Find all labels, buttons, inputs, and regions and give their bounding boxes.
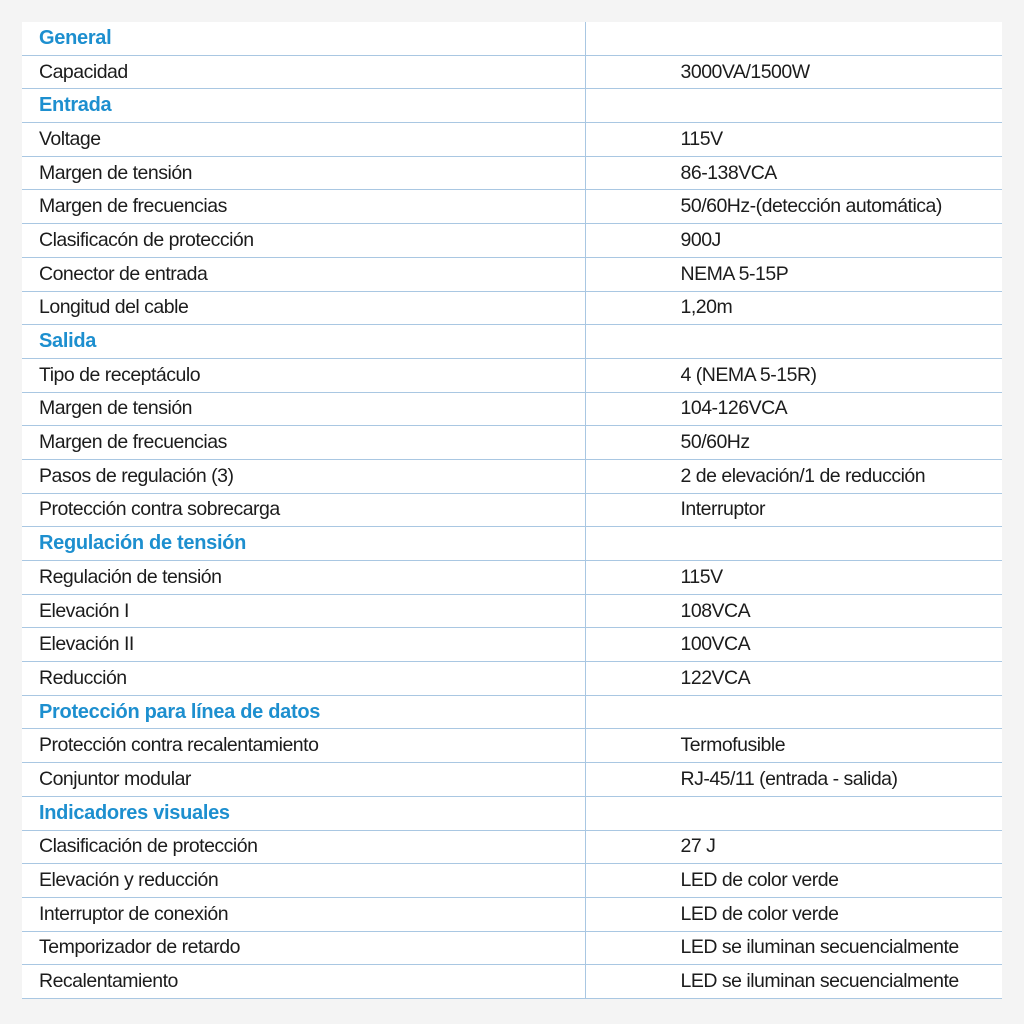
table-row: [22, 729, 1002, 763]
table-row: [22, 291, 1002, 325]
spec-value: 900J: [585, 224, 1002, 258]
spec-label: Conjuntor modular: [22, 763, 585, 797]
table-row: [22, 459, 1002, 493]
spec-value: LED se iluminan secuencialmente: [585, 965, 1002, 999]
table-row: [22, 426, 1002, 460]
section-heading-empty-cell: [585, 89, 1002, 123]
spec-value: 115V: [585, 561, 1002, 595]
table-row: [22, 392, 1002, 426]
section-row-regulacion-de-tension: [22, 527, 1002, 561]
table-row: [22, 864, 1002, 898]
table-row: [22, 123, 1002, 157]
spec-value: RJ-45/11 (entrada - salida): [585, 763, 1002, 797]
spec-value: 50/60Hz-(detección automática): [585, 190, 1002, 224]
table-row: [22, 493, 1002, 527]
section-heading-empty-cell: [585, 796, 1002, 830]
spec-label: Capacidad: [22, 55, 585, 89]
section-heading-empty-cell: [585, 22, 1002, 55]
spec-value: NEMA 5-15P: [585, 257, 1002, 291]
section-row-general: [22, 22, 1002, 55]
table-row: [22, 628, 1002, 662]
table-row: [22, 830, 1002, 864]
specifications-table-body: [22, 22, 1002, 998]
section-heading: Salida: [22, 325, 585, 359]
section-row-proteccion-para-linea-de-datos: [22, 695, 1002, 729]
table-row: [22, 224, 1002, 258]
table-row: [22, 55, 1002, 89]
spec-label: Tipo de receptáculo: [22, 358, 585, 392]
section-heading-empty-cell: [585, 527, 1002, 561]
spec-value: 50/60Hz: [585, 426, 1002, 460]
spec-sheet: [22, 22, 1002, 998]
table-row: [22, 897, 1002, 931]
spec-label: Reducción: [22, 662, 585, 696]
table-row: [22, 594, 1002, 628]
spec-label: Elevación I: [22, 594, 585, 628]
spec-label: Protección contra sobrecarga: [22, 493, 585, 527]
spec-value: 108VCA: [585, 594, 1002, 628]
spec-value: 4 (NEMA 5-15R): [585, 358, 1002, 392]
spec-label: Clasificación de protección: [22, 830, 585, 864]
spec-value: 1,20m: [585, 291, 1002, 325]
spec-value: 27 J: [585, 830, 1002, 864]
spec-value: LED de color verde: [585, 897, 1002, 931]
section-heading: Regulación de tensión: [22, 527, 585, 561]
spec-value: 115V: [585, 123, 1002, 157]
spec-value: 104-126VCA: [585, 392, 1002, 426]
table-row: [22, 931, 1002, 965]
section-heading: Entrada: [22, 89, 585, 123]
spec-label: Temporizador de retardo: [22, 931, 585, 965]
table-row: [22, 965, 1002, 999]
section-heading: General: [22, 22, 585, 55]
spec-label: Margen de frecuencias: [22, 190, 585, 224]
spec-label: Elevación II: [22, 628, 585, 662]
spec-value: Interruptor: [585, 493, 1002, 527]
spec-label: Protección contra recalentamiento: [22, 729, 585, 763]
section-row-salida: [22, 325, 1002, 359]
spec-label: Interruptor de conexión: [22, 897, 585, 931]
spec-label: Conector de entrada: [22, 257, 585, 291]
spec-value: 86-138VCA: [585, 156, 1002, 190]
spec-value: LED se iluminan secuencialmente: [585, 931, 1002, 965]
section-heading: Indicadores visuales: [22, 796, 585, 830]
table-row: [22, 662, 1002, 696]
spec-label: Elevación y reducción: [22, 864, 585, 898]
spec-label: Pasos de regulación (3): [22, 459, 585, 493]
spec-value: 100VCA: [585, 628, 1002, 662]
spec-label: Margen de frecuencias: [22, 426, 585, 460]
spec-value: 2 de elevación/1 de reducción: [585, 459, 1002, 493]
spec-value: Termofusible: [585, 729, 1002, 763]
section-heading-empty-cell: [585, 325, 1002, 359]
table-row: [22, 358, 1002, 392]
table-row: [22, 190, 1002, 224]
specifications-table: [22, 22, 1002, 999]
section-heading: Protección para línea de datos: [22, 695, 585, 729]
section-heading-empty-cell: [585, 695, 1002, 729]
spec-label: Margen de tensión: [22, 392, 585, 426]
spec-value: 3000VA/1500W: [585, 55, 1002, 89]
section-row-indicadores-visuales: [22, 796, 1002, 830]
table-row: [22, 156, 1002, 190]
spec-value: LED de color verde: [585, 864, 1002, 898]
table-row: [22, 561, 1002, 595]
spec-label: Clasificacón de protección: [22, 224, 585, 258]
table-row: [22, 257, 1002, 291]
spec-value: 122VCA: [585, 662, 1002, 696]
spec-label: Recalentamiento: [22, 965, 585, 999]
spec-label: Margen de tensión: [22, 156, 585, 190]
spec-label: Longitud del cable: [22, 291, 585, 325]
table-row: [22, 763, 1002, 797]
section-row-entrada: [22, 89, 1002, 123]
spec-label: Regulación de tensión: [22, 561, 585, 595]
spec-label: Voltage: [22, 123, 585, 157]
